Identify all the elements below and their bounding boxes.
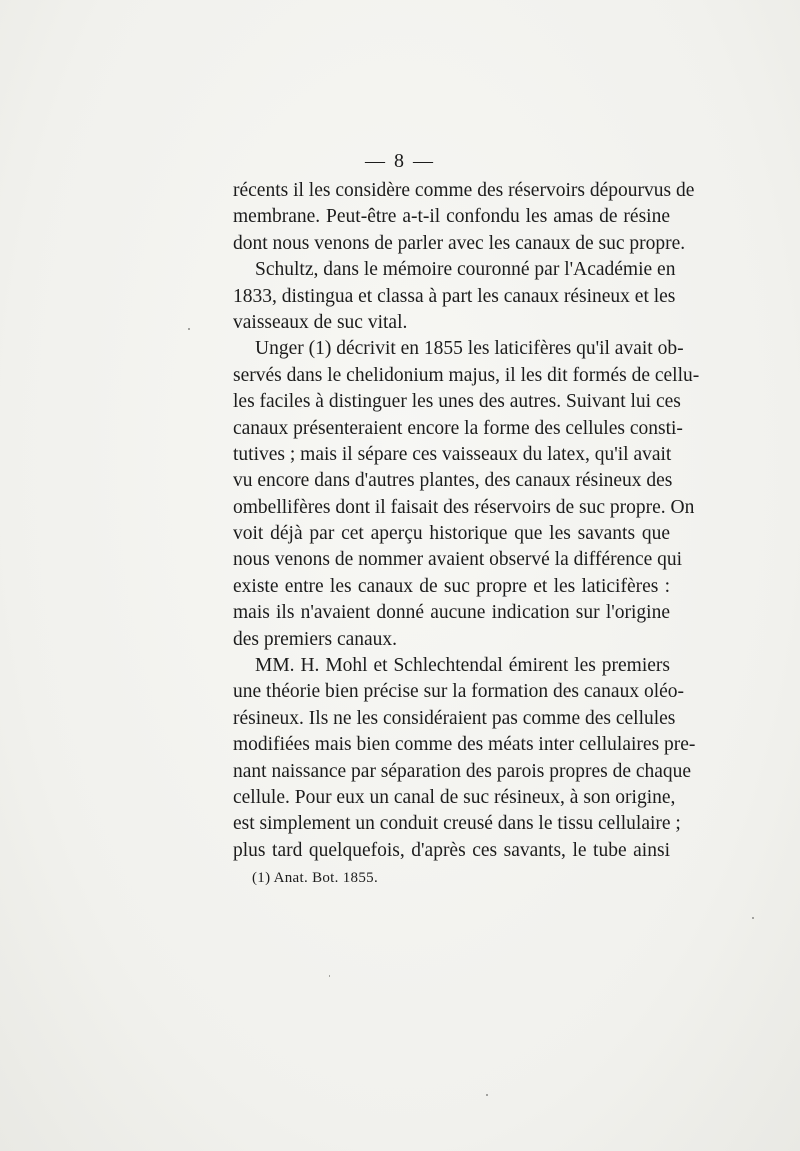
text-line: nant naissance par séparation des parois propres de chaque — [233, 760, 692, 782]
text-line: voit déjà par cet aperçu historique que les savants que — [233, 523, 670, 545]
text-line: membrane. Peut-être a-t-il confondu les amas de résine — [233, 206, 670, 228]
text-line: canaux présenteraient encore la forme des cellules consti- — [233, 417, 683, 439]
text-line: vu encore dans d'autres plantes, des canaux résineux des — [233, 470, 673, 492]
body-text — [233, 178, 700, 864]
text-line: MM. H. Mohl et Schlechtendal émirent les premiers — [255, 655, 670, 677]
text-line: les faciles à distinguer les unes des autres. Suivant lui ces — [233, 391, 681, 413]
text-line: servés dans le chelidonium majus, il les dit formés de cellu- — [233, 364, 700, 386]
text-line: mais ils n'avaient donné aucune indication sur l'origine — [233, 602, 670, 624]
text-line: résineux. Ils ne les considéraient pas comme des cellules — [233, 707, 676, 729]
text-line: dont nous venons de parler avec les canaux de suc propre. — [233, 232, 686, 254]
text-line: Unger (1) décrivit en 1855 les laticifères qu'il avait ob- — [255, 338, 684, 360]
footnote: (1) Anat. Bot. 1855. — [252, 870, 378, 886]
text-line: cellule. Pour eux un canal de suc résineux, à son origine, — [233, 786, 676, 808]
text-line: des premiers canaux. — [233, 628, 398, 650]
text-line: Schultz, dans le mémoire couronné par l'Académie en — [255, 259, 676, 281]
page-number: — 8 — — [365, 150, 435, 172]
text-line: une théorie bien précise sur la formation des canaux oléo- — [233, 681, 685, 703]
text-line: existe entre les canaux de suc propre et les laticifères : — [233, 575, 670, 597]
text-line: récents il les considère comme des réservoirs dépourvus de — [233, 180, 695, 201]
text-line: plus tard quelquefois, d'après ces savants, le tube ainsi — [233, 839, 670, 861]
scan-speck — [188, 328, 190, 330]
scan-speck — [486, 1094, 488, 1096]
text-line: 1833, distingua et classa à part les canaux résineux et les — [233, 285, 676, 307]
text-line: vaisseaux de suc vital. — [233, 311, 408, 333]
text-line: tutives ; mais il sépare ces vaisseaux du latex, qu'il avait — [233, 443, 672, 465]
scan-speck — [752, 917, 754, 919]
text-line: ombellifères dont il faisait des réservoirs de suc propre. On — [233, 496, 695, 518]
text-line: est simplement un conduit creusé dans le tissu cellulaire ; — [233, 813, 681, 835]
text-line: nous venons de nommer avaient observé la différence qui — [233, 549, 683, 571]
text-line: modifiées mais bien comme des méats inter cellulaires pre- — [233, 734, 696, 756]
scan-speck — [329, 975, 330, 977]
